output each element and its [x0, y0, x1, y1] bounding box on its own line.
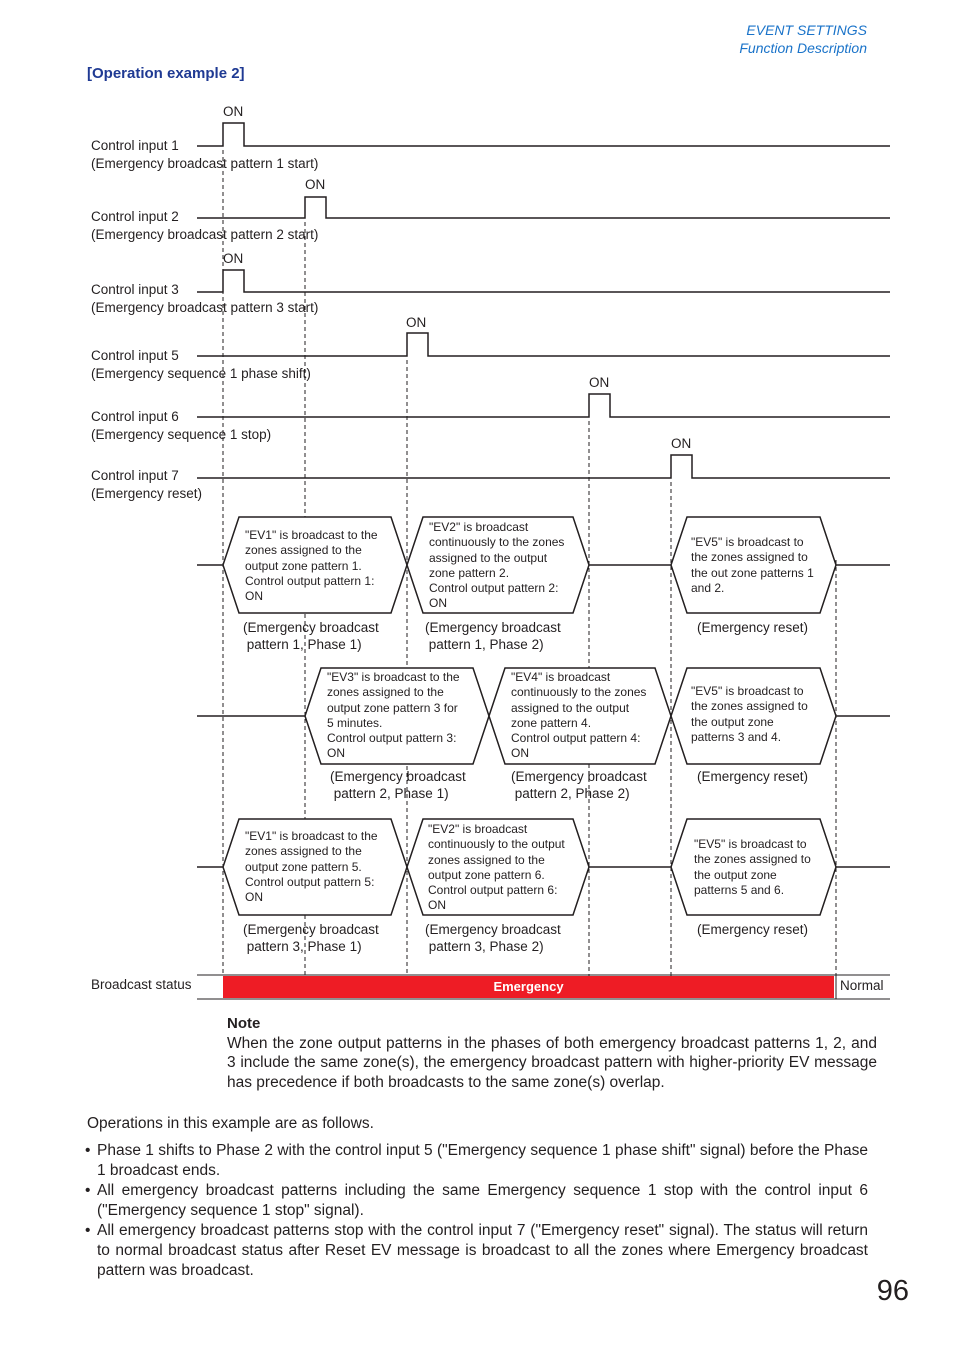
signal-control-input-6 [197, 394, 890, 417]
control-input-1-label: Control input 1 (Emergency broadcast pattern 1 start) [91, 138, 319, 171]
list-item: • All emergency broadcast patterns including the same Emergency sequence 1 stop with the control input 6 ("Emergency sequence 1 stop" signal). [85, 1182, 868, 1219]
caption-reset-1: (Emergency reset) [697, 620, 809, 635]
normal-status-label: Normal [840, 978, 884, 993]
operations-list [87, 1141, 868, 1281]
event-ev2-pattern3: "EV2" is broadcast continuously to the output zones assigned to the output zone pattern 6. Control output pattern 6: ON [428, 822, 565, 913]
header-section: EVENT SETTINGS [746, 22, 867, 38]
emergency-status-bar: Emergency [223, 976, 834, 998]
event-ev3-pattern2: "EV3" is broadcast to the zones assigned to the output zone pattern 3 for 5 minutes. Control output pattern 3: ON [327, 670, 460, 761]
caption-pattern2-phase1: (Emergency broadcast pattern 2, Phase 1) [330, 769, 466, 801]
on-label-input-7: ON [671, 436, 692, 451]
event-ev1-pattern3: "EV1" is broadcast to the zones assigned to the output zone pattern 5. Control output pattern 5: ON [245, 829, 378, 905]
caption-pattern1-phase2: (Emergency broadcast pattern 1, Phase 2) [425, 620, 561, 652]
event-ev5-reset-2: "EV5" is broadcast to the zones assigned to the output zone patterns 3 and 4. [691, 684, 808, 744]
operations-intro: Operations in this example are as follows. [87, 1115, 374, 1132]
header-subsection: Function Description [739, 40, 867, 56]
on-label-input-5: ON [406, 315, 427, 330]
control-input-7-label: Control input 7 (Emergency reset) [91, 468, 203, 501]
note-title: Note [227, 1015, 261, 1032]
event-ev2-pattern1: "EV2" is broadcast continuously to the zones assigned to the output zone pattern 2. Control output pattern 2: ON [429, 520, 565, 611]
caption-reset-2: (Emergency reset) [697, 769, 809, 784]
control-input-3-label: Control input 3 (Emergency broadcast pattern 3 start) [91, 282, 319, 315]
control-input-5-label: Control input 5 (Emergency sequence 1 phase shift) [91, 348, 311, 381]
note-text: When the zone output patterns in the phases of both emergency broadcast patterns 1, 2, and 3 include the same zone(s), the emergency broadcast pattern with higher-priority EV message has precedence if both broadcasts to the same zone(s) overlap. [227, 1035, 877, 1091]
control-input-2-label: Control input 2 (Emergency broadcast pattern 2 start) [91, 209, 319, 242]
caption-pattern1-phase1: (Emergency broadcast pattern 1, Phase 1) [243, 620, 379, 652]
caption-pattern3-phase2: (Emergency broadcast pattern 3, Phase 2) [425, 922, 561, 954]
event-ev1-pattern1: "EV1" is broadcast to the zones assigned to the output zone pattern 1. Control output pattern 1: ON [245, 528, 378, 604]
list-item: • All emergency broadcast patterns stop with the control input 7 ("Emergency reset" signal). The status will return to normal broadcast status after Reset EV message is broadcast to all the zones where Emergency broadcast pattern was broadcast. [85, 1222, 868, 1279]
on-label-input-3: ON [223, 251, 244, 266]
caption-pattern2-phase2: (Emergency broadcast pattern 2, Phase 2) [511, 769, 647, 801]
caption-pattern3-phase1: (Emergency broadcast pattern 3, Phase 1) [243, 922, 379, 954]
example-title: [Operation example 2] [87, 65, 245, 82]
on-label-input-1: ON [223, 104, 244, 119]
event-ev5-reset-1: "EV5" is broadcast to the zones assigned to the out zone patterns 1 and 2. [691, 535, 814, 595]
event-ev5-reset-3: "EV5" is broadcast to the zones assigned to the output zone patterns 5 and 6. [694, 837, 811, 897]
on-label-input-2: ON [305, 177, 326, 192]
control-input-6-label: Control input 6 (Emergency sequence 1 stop) [91, 409, 272, 442]
list-item: • Phase 1 shifts to Phase 2 with the control input 5 ("Emergency sequence 1 phase shift" signal) before the Phase 1 broadcast ends. [85, 1142, 868, 1179]
caption-reset-3: (Emergency reset) [697, 922, 809, 937]
on-label-input-6: ON [589, 375, 610, 390]
page-number: 96 [876, 1275, 909, 1307]
event-ev4-pattern2: "EV4" is broadcast continuously to the zones assigned to the output zone pattern 4. Control output pattern 4: ON [511, 670, 647, 761]
signal-control-input-7 [197, 455, 890, 478]
broadcast-status-label: Broadcast status [91, 977, 192, 992]
